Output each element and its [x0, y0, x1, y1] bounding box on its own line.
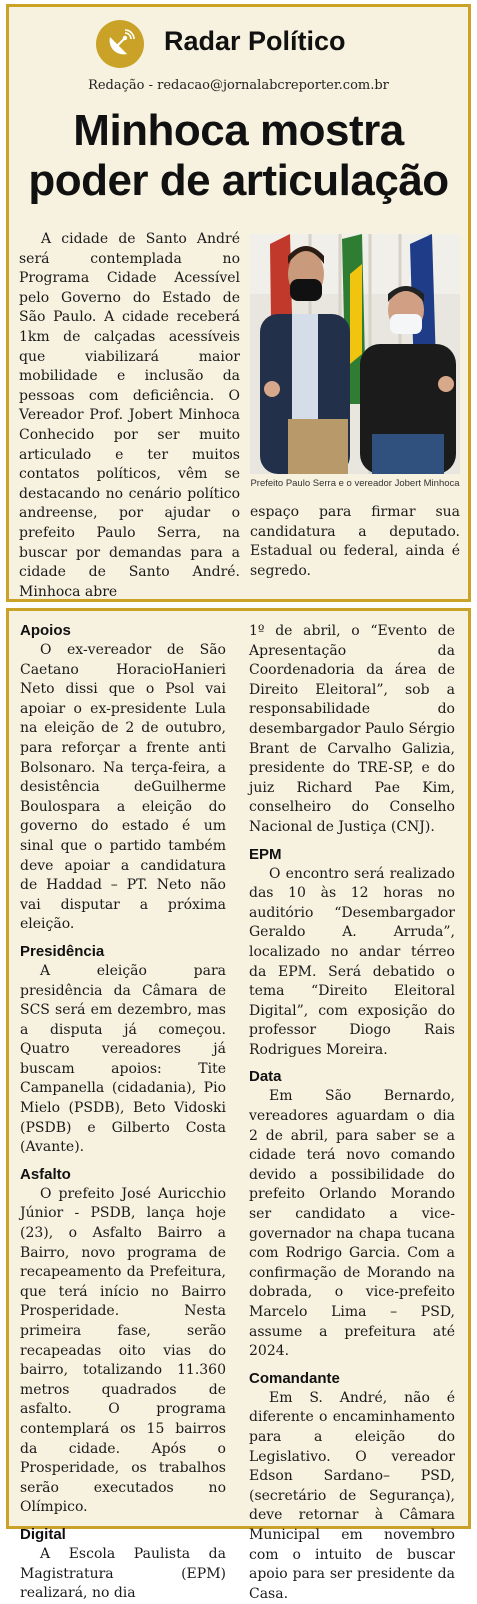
note-title-epm: EPM — [249, 845, 282, 863]
satellite-dish-icon — [96, 20, 144, 68]
note-text-data: Em São Bernardo, vereadores aguardam o dia 2 de abril, para saber se a cidade terá novo comando devido a possibilidade do prefeito Orlando Morando ser candidato a vice-governador na chapa tucana com Rodrigo Garcia. Com a confirmação de Morando na dobrada, o vice-prefeito Marcelo Lima – PSD, assume a prefeitura até 2024. — [249, 1088, 455, 1360]
note-title-presidencia: Presidência — [20, 942, 105, 960]
headline-line-1: Minhoca mostra — [73, 106, 404, 155]
note-text-digital: A Escola Paulista da Magistratura (EPM) realizará, no dia — [20, 1545, 226, 1602]
lead-continuation-text: espaço para firmar sua candidatura a deputado. Estadual ou federal, ainda é segredo. — [250, 504, 460, 579]
note-text-digital-continued: 1º de abril, o “Evento de Apresentação da Coordenadoria da área de Direito Eleitoral”, sob a responsabilidade do desembargador Paulo Sérgio Brant de Carvalho Galizia, presidente do TRE-SP, e do juiz Richard Pae Kim, conselheiro do Conselho Nacional de Justiça (CNJ). — [249, 623, 455, 835]
note-title-apoios: Apoios — [20, 622, 71, 639]
lead-continuation — [250, 503, 460, 581]
note-text-asfalto: O prefeito José Auricchio Júnior - PSDB, lança hoje (23), o Asfalto Bairro a Bairro, novo programa de recapeamento da Prefeitura, que terá início no Bairro Prosperidade. Nesta primeira fase, serão recapeadas oito vias do bairro, totalizando 11.360 metros quadrados de asfalto. O programa contemplará os 15 bairros da cidade. Após o Prosperidade, os trabalhos serão executados no Olímpico. — [20, 1185, 226, 1516]
note-title-data: Data — [249, 1068, 282, 1086]
note-text-apoios: O ex-vereador de São Caetano HoracioHanieri Neto dissi que o Psol vai apoiar o ex-presidente Lula na eleição de 2 de outubro, para reforçar a frente anti Bolsonaro. Na terça-feira, a desistência deGuilherme Boulospara a eleição do governo do estado é um sinal que o partido também deve apoiar a candidatura de Haddad – PT. Neto não vai disputar a próxima eleição. — [20, 642, 226, 933]
photo-caption: Prefeito Paulo Serra e o vereador Jobert Minhoca — [250, 478, 460, 489]
byline: Redação - redacao@jornalabcreporter.com.br — [88, 78, 389, 93]
headline-line-2: poder de articulação — [28, 156, 449, 205]
headline — [0, 106, 477, 206]
note-text-comandante: Em S. André, não é diferente o encaminhamento para a eleição do Legislativo. O vereador Edson Sardano– PSD, (secretário de Segurança), deve retornar à Câmara Municipal em novembro com o intuito de buscar apoio para ser presidente da Casa. — [249, 1389, 455, 1602]
lead-text: A cidade de Santo André será contemplada no Programa Cidade Acessível pelo Governo do Estado de São Paulo. A cidade receberá 1km de calçadas acessíveis que viabilizará maior mobilidade e inclusão da pessoas com deficiência. O Vereador Prof. Jobert Minhoca Conhecido por ser muito articulado e ter muitos contatos políticos, vêm se destacando no cenário político andreense, por ajudar o prefeito Paulo Serra, na buscar por demandas para a cidade de Santo André. Minhoca abre — [19, 231, 240, 600]
article-photo — [250, 234, 460, 474]
note-title-asfalto: Asfalto — [20, 1165, 71, 1183]
note-title-comandante: Comandante — [249, 1369, 340, 1387]
notes-column-left — [20, 622, 226, 1604]
note-text-presidencia: A eleição para presidência da Câmara de SCS será em dezembro, mas a disputa já começou. Quatro vereadores já buscam apoios: Tite Campanella (cidadania), Pio Mielo (PSDB), Beto Vidoski (PSDB) e Gilberto Costa (Avante). — [20, 962, 226, 1156]
note-title-digital: Digital — [20, 1525, 66, 1543]
notes-column-right — [249, 622, 455, 1604]
note-text-epm: O encontro será realizado das 10 às 12 horas no auditório “Desembargador Geraldo A. Arruda”, localizado no andar térreo da EPM. Será debatido o tema “Direito Eleitoral Digital”, com exposição do professor Diogo Rais Rodrigues Moreira. — [249, 865, 455, 1058]
section-title: Radar Político — [164, 26, 346, 56]
lead-paragraph — [19, 230, 240, 602]
